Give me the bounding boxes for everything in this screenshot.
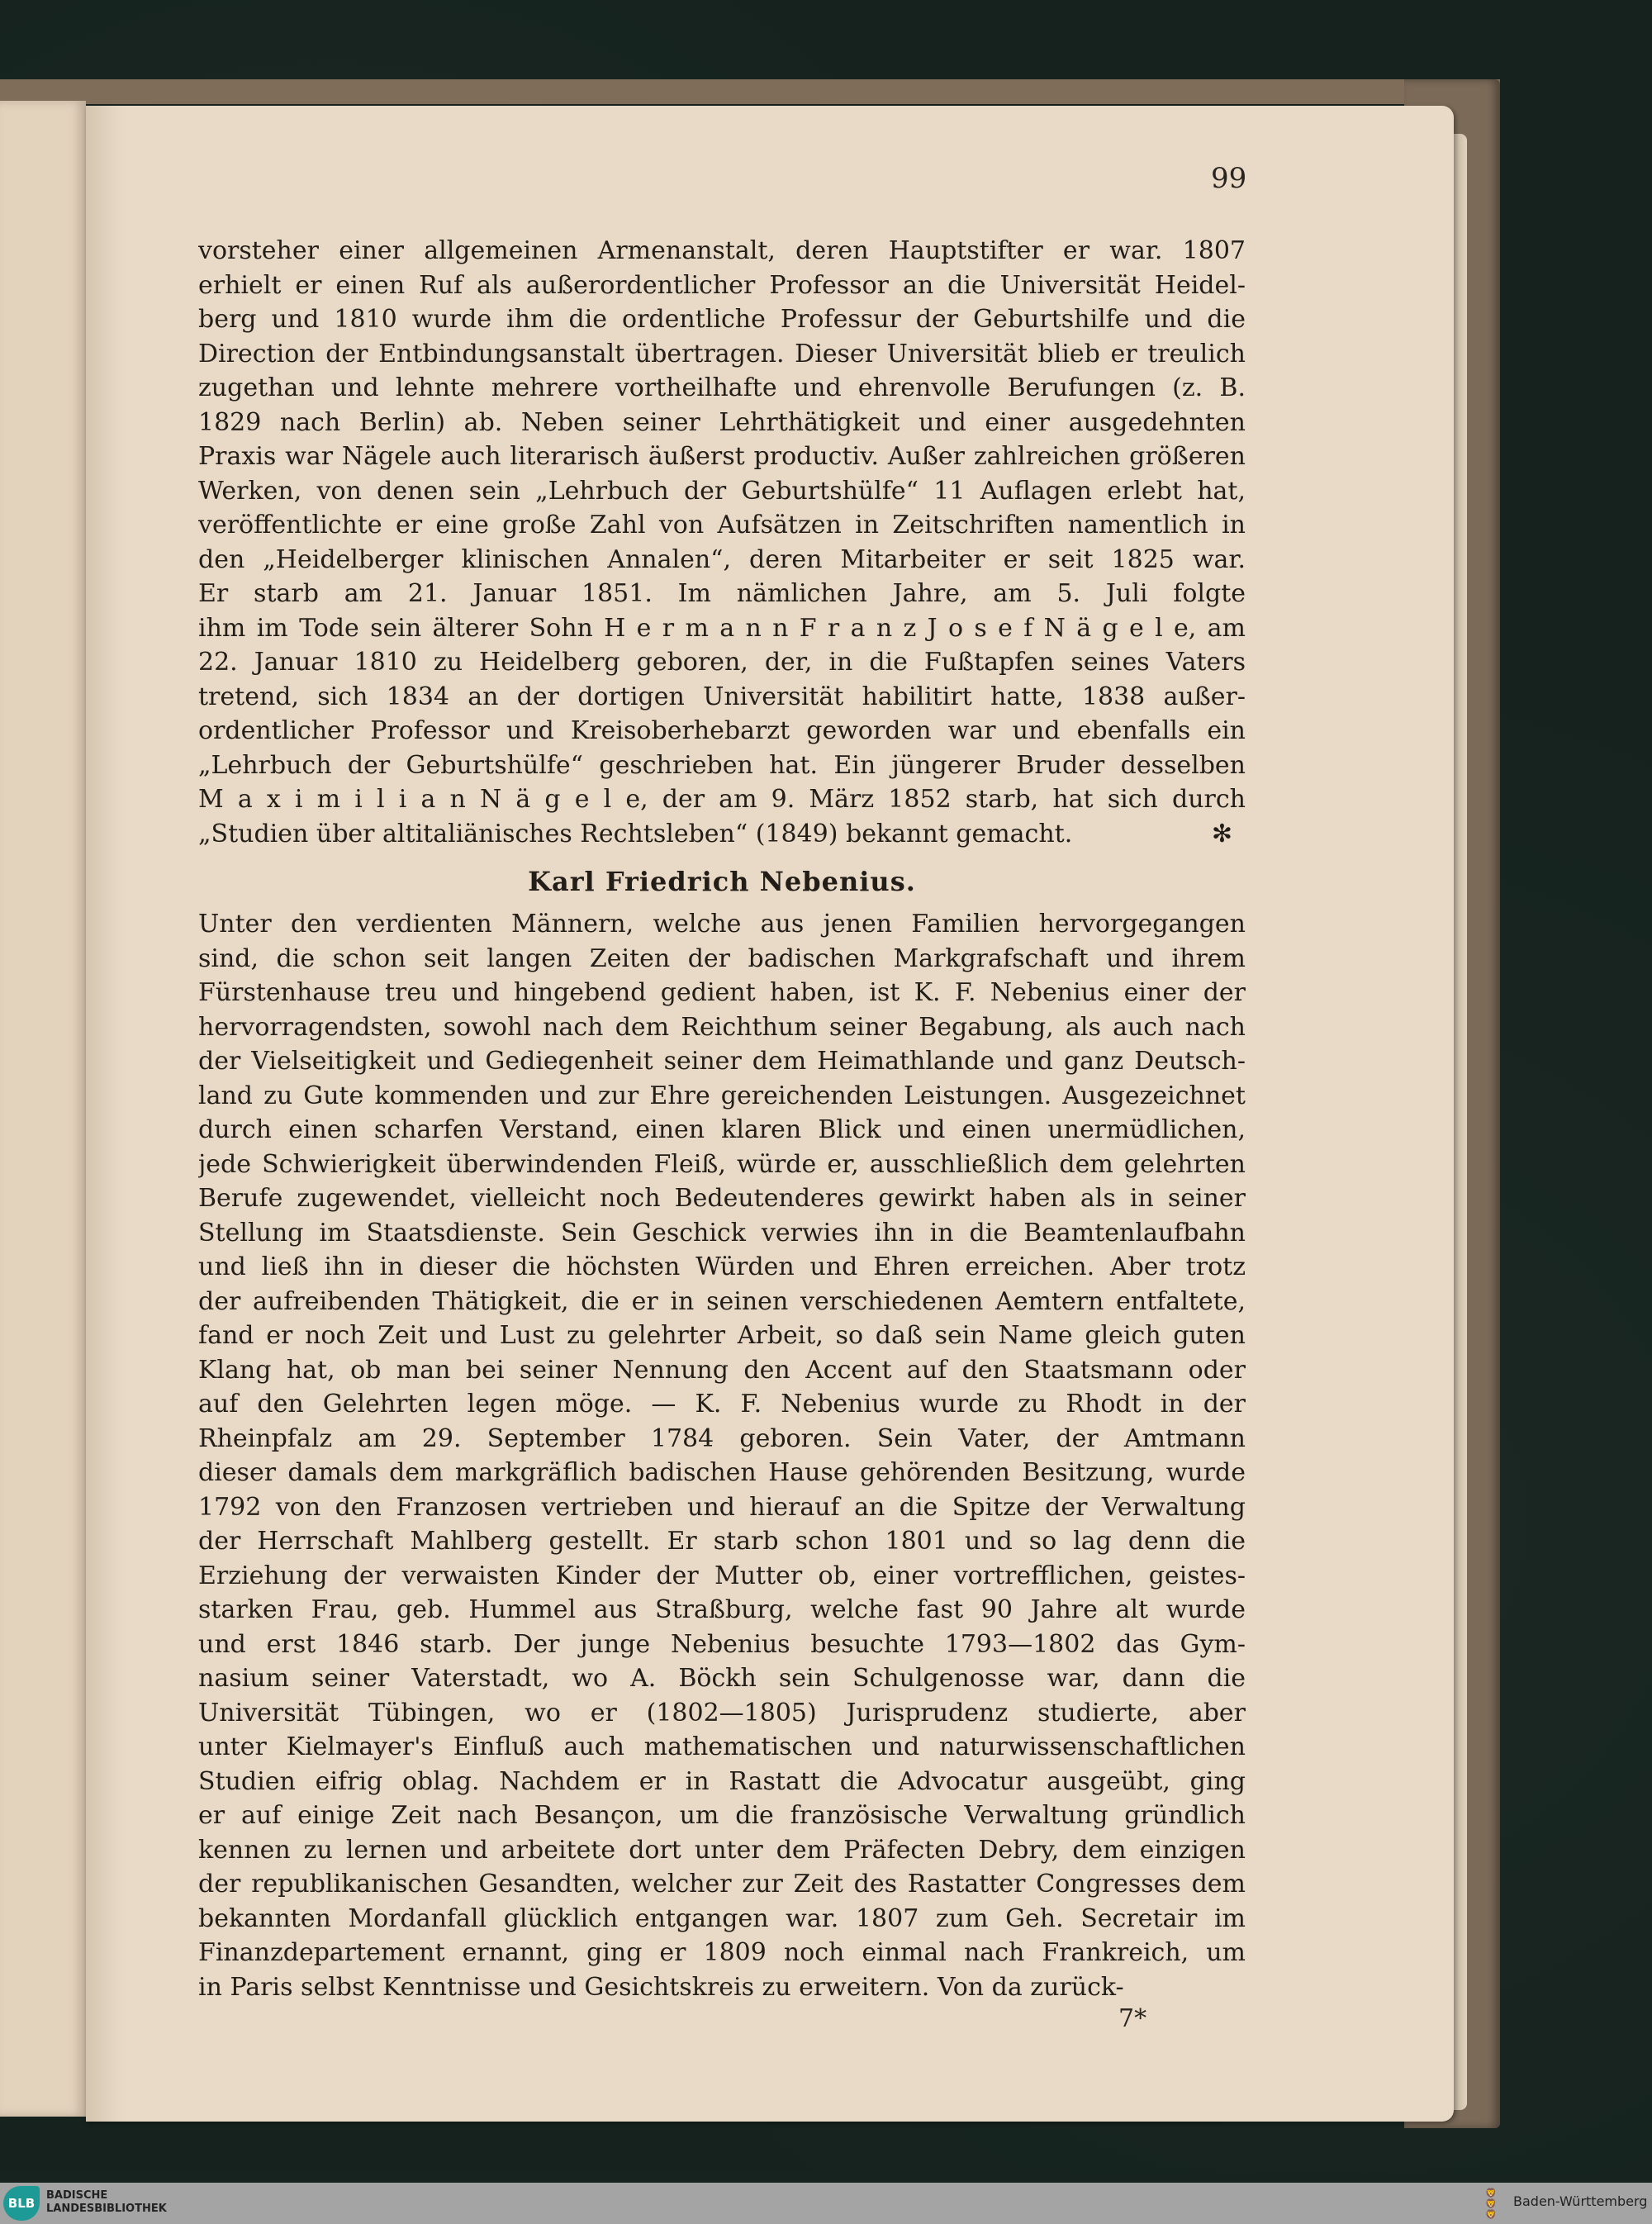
text-line: Er starb am 21. Januar 1851. Im nämlichen Jahre, am 5. Juli folgte (198, 579, 1246, 608)
text-line: veröffentlichte er eine große Zahl von Aufsätzen in Zeitschriften namentlich in (198, 511, 1246, 539)
text-line: auf den Gelehrten legen möge. — K. F. Nebenius wurde zu Rhodt in der (198, 1390, 1246, 1419)
text-line: tretend, sich 1834 an der dortigen Universität habilitirt hatte, 1838 außer- (198, 682, 1246, 711)
text-line: zugethan und lehnte mehrere vortheilhafte und ehrenvolle Berufungen (z. B. (198, 373, 1246, 402)
text-line: nasium seiner Vaterstadt, wo A. Böckh sein Schulgenosse war, dann die (198, 1664, 1246, 1693)
text-line: der aufreibenden Thätigkeit, die er in seinen verschiedenen Aemtern entfaltete, (198, 1286, 1246, 1316)
text-line: Direction der Entbindungsanstalt übertragen. Dieser Universität blieb er treulich (198, 339, 1246, 368)
library-name-line2: LANDESBIBLIOTHEK (46, 2203, 167, 2215)
text-line: der republikanischen Gesandten, welcher zur Zeit des Rastatter Congresses dem (198, 1870, 1246, 1898)
text-line: berg und 1810 wurde ihm die ordentliche Professur der Geburtshilfe und die (198, 305, 1246, 334)
three-lions-icon: 🦁 🦁 🦁 (1485, 2188, 1497, 2220)
text-line: in Paris selbst Kenntnisse und Gesichtskreis zu erweitern. Von da zurück- (198, 1972, 1124, 2002)
book-page (86, 106, 1454, 2122)
text-line: der Herrschaft Mahlberg gestellt. Er starb schon 1801 und so lag denn die (198, 1527, 1246, 1556)
text-line: Praxis war Nägele auch literarisch äußerst productiv. Außer zahlreichen größeren (198, 442, 1246, 471)
text-line: Unter den verdienten Männern, welche aus jenen Familien hervorgegangen (198, 910, 1246, 939)
text-line: unter Kielmayer's Einfluß auch mathematischen und naturwissenschaftlichen (198, 1732, 1246, 1761)
text-line: erhielt er einen Ruf als außerordentlicher Professor an die Universität Heidel- (198, 270, 1246, 300)
text-line: sind, die schon seit langen Zeiten der badischen Markgrafschaft und ihrem (198, 943, 1246, 973)
page-gutter (86, 106, 127, 2122)
text-line: Berufe zugewendet, vielleicht noch Bedeutenderes gewirkt haben als in seiner (198, 1184, 1246, 1213)
text-line: und ließ ihn in dieser die höchsten Würden und Ehren erreichen. Aber trotz (198, 1252, 1246, 1281)
text-line: land zu Gute kommenden und zur Ehre gereichenden Leistungen. Ausgezeichnet (198, 1081, 1246, 1110)
text-line: er auf einige Zeit nach Besançon, um die französische Verwaltung gründlich (198, 1801, 1246, 1830)
library-name (46, 2189, 167, 2216)
text-line: Klang hat, ob man bei seiner Nennung den Accent auf den Staatsmann oder (198, 1355, 1246, 1385)
text-line: bekannten Mordanfall glücklich entgangen war. 1807 zum Geh. Secretair im (198, 1903, 1246, 1933)
sheet-signature: 7* (1118, 2004, 1147, 2033)
text-line: starken Frau, geb. Hummel aus Straßburg, welche fast 90 Jahre alt wurde (198, 1595, 1246, 1624)
text-line: fand er noch Zeit und Lust zu gelehrter Arbeit, so daß sein Name gleich guten (198, 1321, 1246, 1350)
text-line: vorsteher einer allgemeinen Armenanstalt, deren Hauptstifter er war. 1807 (198, 236, 1246, 265)
text-line: hervorragendsten, sowohl nach dem Reichthum seiner Begabung, als auch nach (198, 1012, 1246, 1042)
text-line: 1792 von den Franzosen vertrieben und hierauf an die Spitze der Verwaltung (198, 1492, 1246, 1522)
text-line: Fürstenhause treu und hingebend gedient haben, ist K. F. Nebenius einer der (198, 978, 1246, 1007)
text-line: Universität Tübingen, wo er (1802—1805) Jurisprudenz studierte, aber (198, 1698, 1246, 1727)
text-line: Rheinpfalz am 29. September 1784 geboren. Sein Vater, der Amtmann (198, 1423, 1246, 1453)
text-line: Erziehung der verwaisten Kinder der Mutter ob, einer vortrefflichen, geistes- (198, 1561, 1246, 1590)
page-number: 99 (1211, 162, 1247, 195)
text-line: der Vielseitigkeit und Gediegenheit seiner dem Heimathlande und ganz Deutsch- (198, 1047, 1246, 1076)
text-line: dieser damals dem markgräflich badischen Hause gehörenden Besitzung, wurde (198, 1458, 1246, 1487)
text-line: „Lehrbuch der Geburtshülfe“ geschrieben hat. Ein jüngerer Bruder desselben (198, 750, 1246, 780)
text-line: 1829 nach Berlin) ab. Neben seiner Lehrthätigkeit und einer ausgedehnten (198, 407, 1246, 437)
blb-logo-badge: BLB (3, 2186, 40, 2221)
text-line: ordentlicher Professor und Kreisoberhebarzt geworden war und ebenfalls ein (198, 716, 1246, 745)
text-line: Stellung im Staatsdienste. Sein Geschick verwies ihn in die Beamtenlaufbahn (198, 1218, 1246, 1247)
footer-bar (0, 2183, 1652, 2224)
text-line: ihm im Tode sein älterer Sohn H e r m a n n F r a n z J o s e f N ä g e l e, am (198, 613, 1246, 643)
text-line: Studien eifrig oblag. Nachdem er in Rastatt die Advocatur ausgeübt, ging (198, 1766, 1246, 1796)
text-line: jede Schwierigkeit überwindenden Fleiß, würde er, ausschließlich dem gelehrten (198, 1149, 1246, 1179)
text-line: kennen zu lernen und arbeitete dort unter dem Präfecten Debry, dem einzigen (198, 1835, 1246, 1865)
left-page-edge (0, 101, 86, 2117)
paragraph-naegele (198, 234, 1246, 851)
ornament-icon: ✻ (1211, 819, 1232, 848)
text-line: Werken, von denen sein „Lehrbuch der Geburtshülfe“ 11 Auflagen erlebt hat, (198, 476, 1246, 506)
body-text (198, 234, 1246, 2004)
text-line: „Studien über altitaliänisches Rechtsleben“ (1849) bekannt gemacht. ✻ (198, 817, 1246, 852)
text-line: und erst 1846 starb. Der junge Nebenius besuchte 1793—1802 das Gym- (198, 1629, 1246, 1659)
text-line: Finanzdepartement ernannt, ging er 1809 noch einmal nach Frankreich, um (198, 1938, 1246, 1967)
library-name-line1: BADISCHE (46, 2189, 108, 2202)
text-line: 22. Januar 1810 zu Heidelberg geboren, der, in die Fußtapfen seines Vaters (198, 648, 1246, 677)
text-line: durch einen scharfen Verstand, einen klaren Blick und einen unermüdlichen, (198, 1115, 1246, 1144)
state-name: Baden-Württemberg (1513, 2193, 1648, 2209)
book-cover-top-edge (0, 79, 1500, 104)
text-line: M a x i m i l i a n N ä g e l e, der am 9. März 1852 starb, hat sich durch (198, 785, 1246, 814)
paragraph-nebenius (198, 907, 1246, 2004)
section-heading: Karl Friedrich Nebenius. (528, 866, 916, 897)
text-line: den „Heidelberger klinischen Annalen“, deren Mitarbeiter er seit 1825 war. (198, 544, 1246, 574)
